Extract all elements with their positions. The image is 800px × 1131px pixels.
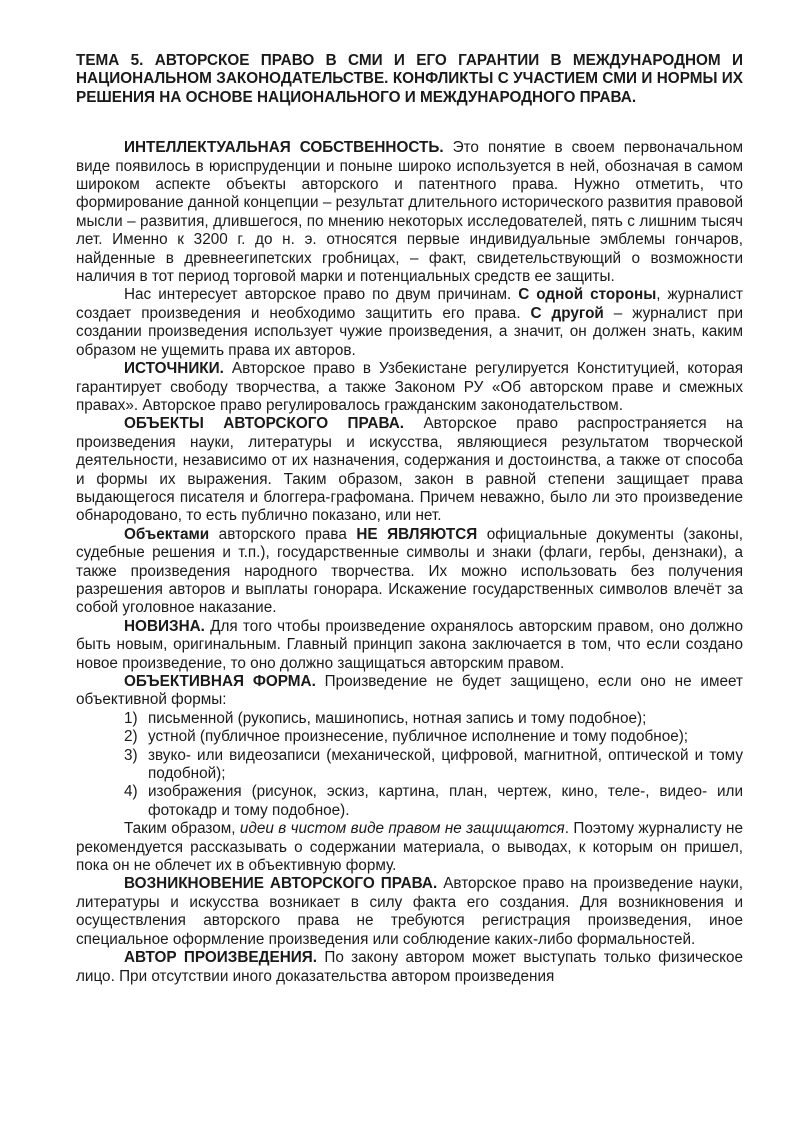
list-item-text: письменной (рукопись, машинопись, нотная запись и тому подобное); <box>148 709 647 727</box>
paragraph-text: авторского права <box>209 525 357 543</box>
section-heading-copyright-origin: ВОЗНИКНОВЕНИЕ АВТОРСКОГО ПРАВА. <box>124 875 438 893</box>
paragraph-text: Авторское право на произведение науки, литературы и искусства возникает в силу факта его создания. Для возникновения и осуществления авторского права не требуются регистрация произведения, иное специальное оформление произведения или соблюдение каких-либо формальностей. <box>76 875 743 948</box>
paragraph-text: – журналист при создании произведения использует чужие произведения, а значит, он должен знать, каким образом не ущемить права их авторов. <box>76 304 744 359</box>
emphasis-text: Объектами <box>124 525 210 543</box>
section-heading-objective-form: ОБЪЕКТИВНАЯ ФОРМА. <box>124 673 316 690</box>
list-item <box>124 747 743 784</box>
paragraph-non-objects <box>76 526 743 618</box>
list-item-text: изображения (рисунок, эскиз, картина, план, чертеж, кино, теле-, видео- или фотокадр и тому подобное). <box>148 783 743 819</box>
paragraph-author <box>76 949 743 986</box>
paragraph-copyright-objects <box>76 415 743 525</box>
paragraph-text: Для того чтобы произведение охранялось авторским правом, оно должно быть новым, оригинальным. Главный принцип закона заключается в том, что если создано новое произведение, то оно должно защищаться авторским правом. <box>76 617 743 672</box>
section-heading-copyright-objects: ОБЪЕКТЫ АВТОРСКОГО ПРАВА. <box>124 415 405 433</box>
paragraph-text: По закону автором может выступать только физическое лицо. При отсутствии иного доказательства автором произведения <box>76 949 744 985</box>
emphasis-text: С одной стороны <box>518 286 657 304</box>
paragraph-text: Произведение не будет защищено, если оно не имеет объективной формы: <box>76 673 743 709</box>
paragraph-text: Авторское право распространяется на произведения науки, литературы и искусства, являющиеся результатом творческой деятельности, независимо от их назначения, содержания и достоинства, а также от способа и формы их выражения. Таким образом, закон в равной степени защищает права выдающегося писателя и блоггера-графомана. Причем неважно, было ли это произведение обнародовано, то есть публично показано, или нет. <box>76 415 743 525</box>
paragraph-text: Это понятие в своем первоначальном виде появилось в юриспруденции и поныне широко используется в ней, обозначая в самом широком аспекте объекты авторского и патентного права. Нужно отметить, что формирование данной концепции – результат длительного исторического развития правовой мысли – развития, длившегося, по мнению некоторых исследователей, пять с лишним тысяч лет. Именно к 3200 г. до н. э. относятся первые индивидуальные эмблемы гончаров, найденные в древнеегипетских гробницах, – факт, свидетельствующий о возможности наличия в тот период торговой марки и потенциальных средств ее защиты. <box>76 139 743 286</box>
list-number: 1) <box>124 709 138 727</box>
italic-text: идеи в чистом виде правом не защищаются <box>239 820 565 838</box>
emphasis-text: НЕ ЯВЛЯЮТСЯ <box>356 525 478 543</box>
section-heading-sources: ИСТОЧНИКИ. <box>124 360 224 378</box>
paragraph-text: Нас интересует авторское право по двум причинам. <box>124 286 519 304</box>
list-item-text: устной (публичное произнесение, публичное исполнение и тому подобное); <box>148 728 689 746</box>
paragraph-text: Авторское право в Узбекистане регулируется Конституцией, которая гарантирует свободу творчества, а также Законом РУ «Об авторском праве и смежных правах». Авторское право регулировалось гражданским законодательством. <box>76 360 743 414</box>
paragraph-text: , журналист создает произведения и необходимо защитить его права. <box>76 286 743 322</box>
paragraph-objective-form <box>76 673 743 710</box>
section-heading-intellectual-property: ИНТЕЛЛЕКТУАЛЬНАЯ СОБСТВЕННОСТЬ. <box>124 139 444 157</box>
paragraph-text: Таким образом, <box>124 820 240 838</box>
document-title: ТЕМА 5. АВТОРСКОЕ ПРАВО В СМИ И ЕГО ГАРАНТИИ В МЕЖДУНАРОДНОМ И НАЦИОНАЛЬНОМ ЗАКОНОДАТЕЛЬСТВЕ. КОНФЛИКТЫ С УЧАСТИЕМ СМИ И НОРМЫ ИХ РЕШЕНИЯ НА ОСНОВЕ НАЦИОНАЛЬНОГО И МЕЖДУНАРОДНОГО ПРАВА. <box>76 52 743 106</box>
list-item <box>124 728 743 746</box>
paragraph-text: . Поэтому журналисту не рекомендуется рассказывать о содержании материала, о выводах, к которым он пришел, пока он не облечет их в объективную форму. <box>76 820 743 875</box>
section-heading-author: АВТОР ПРОИЗВЕДЕНИЯ. <box>124 949 318 967</box>
list-item <box>124 783 743 820</box>
paragraph-sources <box>76 360 743 415</box>
paragraph-novelty <box>76 618 743 673</box>
section-heading-novelty: НОВИЗНА. <box>124 617 205 635</box>
list-number: 4) <box>124 783 138 801</box>
paragraph-intellectual-property <box>76 139 743 286</box>
list-item <box>124 710 743 728</box>
list-number: 3) <box>124 746 138 764</box>
paragraph-two-reasons <box>76 286 743 360</box>
paragraph-text: официальные документы (законы, судебные решения и т.п.), государственные символы и знаки (флаги, гербы, дензнаки), а также произведения народного творчества. Их можно использовать без получения разрешения авторов и выплаты гонорара. Искажение государственных символов влечёт за собой уголовное наказание. <box>76 525 743 617</box>
emphasis-text: С другой <box>530 304 604 322</box>
list-item-text: звуко- или видеозаписи (механической, цифровой, магнитной, оптической и тому подобной); <box>148 746 743 783</box>
paragraph-ideas <box>76 820 743 875</box>
paragraph-copyright-origin <box>76 875 743 949</box>
forms-list <box>76 710 743 820</box>
list-number: 2) <box>124 728 138 746</box>
